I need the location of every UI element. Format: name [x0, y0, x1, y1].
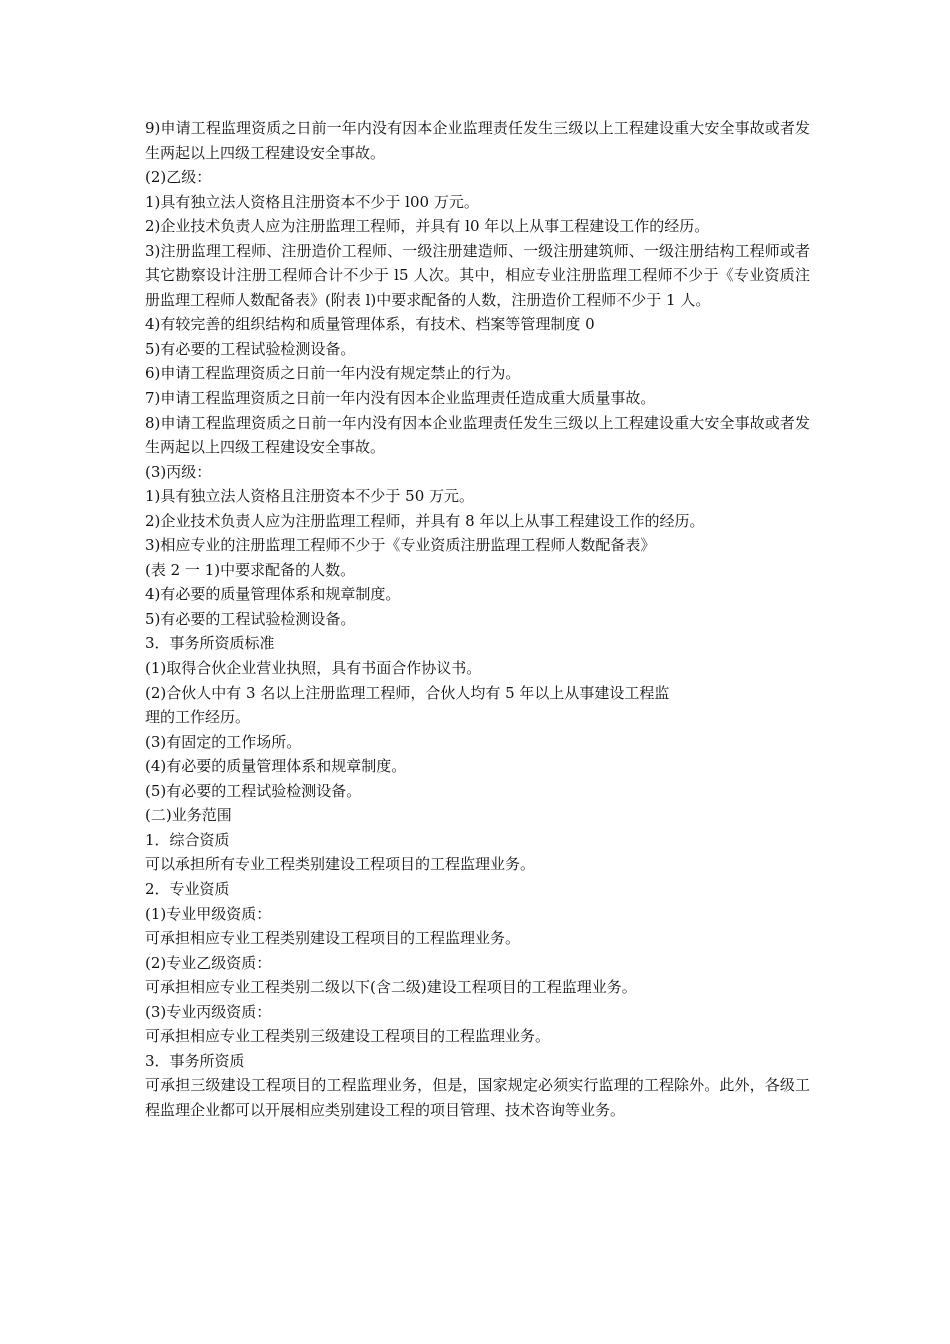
paragraph-grade-c-tech-lead: 2)企业技术负责人应为注册监理工程师，并具有 8 年以上从事工程建设工作的经历。 — [145, 511, 705, 530]
heading-comprehensive-qualification: 1．综合资质 — [145, 830, 230, 849]
paragraph-office-scope: 可承担三级建设工程项目的工程监理业务，但是，国家规定必须实行监理的工程除外。此外，各级工程监理企业都可以开展相应类别建设工程的项目管理、技术咨询等业务。 — [145, 1076, 810, 1119]
paragraph-office-partners-continued: 理的工作经历。 — [145, 708, 251, 727]
paragraph-comprehensive-scope: 可以承担所有专业工程类别建设工程项目的工程监理业务。 — [145, 855, 536, 874]
paragraph-grade-c-engineers: 3)相应专业的注册监理工程师不少于《专业资质注册监理工程师人数配备表》 — [145, 536, 656, 555]
paragraph-item-9-safety: 9)申请工程监理资质之日前一年内没有因本企业监理责任发生三级以上工程建设重大安全事故或者发生两起以上四级工程建设安全事故。 — [145, 119, 810, 162]
paragraph-grade-b-safety: 8)申请工程监理资质之日前一年内没有因本企业监理责任发生三级以上工程建设重大安全事故或者发生两起以上四级工程建设安全事故。 — [145, 413, 810, 457]
paragraph-grade-b-tech-lead: 2)企业技术负责人应为注册监理工程师，并具有 l0 年以上从事工程建设工作的经历。 — [145, 217, 710, 236]
paragraph-grade-b-prohibited: 6)申请工程监理资质之日前一年内没有规定禁止的行为。 — [145, 364, 521, 383]
heading-grade-b: (2)乙级： — [145, 168, 212, 187]
heading-office-qualification: 3．事务所资质 — [145, 1051, 245, 1070]
paragraph-grade-c-engineers-continued: (表 2 一 1)中要求配备的人数。 — [145, 560, 356, 579]
heading-grade-c: (3)丙级： — [145, 462, 212, 481]
heading-professional-grade-a: (1)专业甲级资质： — [145, 904, 272, 923]
paragraph-office-license: (1)取得合伙企业营业执照，具有书面合作协议书。 — [145, 659, 482, 678]
paragraph-office-management: (4)有必要的质量管理体系和规章制度。 — [145, 757, 407, 776]
paragraph-office-partners: (2)合伙人中有 3 名以上注册监理工程师，合伙人均有 5 年以上从事建设工程监 — [145, 683, 670, 702]
document-page — [145, 116, 810, 1122]
paragraph-grade-b-engineers: 3)注册监理工程师、注册造价工程师、一级注册建造师、一级注册建筑师、一级注册结构工程师或者其它勘察设计注册工程师合计不少于 l5 人次。其中，相应专业注册监理工程师不少于《专业资质注册监理工程师人数配备表》(附表 l)中要求配备的人数，注册造价工程师不少于 1 人。 — [145, 241, 810, 309]
paragraph-grade-b-organization: 4)有较完善的组织结构和质量管理体系，有技术、档案等管理制度 0 — [145, 315, 595, 334]
heading-professional-grade-c: (3)专业丙级资质： — [145, 1002, 272, 1021]
paragraph-office-workplace: (3)有固定的工作场所。 — [145, 732, 302, 751]
heading-professional-grade-b: (2)专业乙级资质： — [145, 953, 272, 972]
paragraph-professional-grade-c-scope: 可承担相应专业工程类别三级建设工程项目的工程监理业务。 — [145, 1027, 551, 1046]
paragraph-grade-c-equipment: 5)有必要的工程试验检测设备。 — [145, 609, 356, 628]
heading-professional-qualification: 2．专业资质 — [145, 879, 230, 898]
paragraph-professional-grade-b-scope: 可承担相应专业工程类别二级以下(含二级)建设工程项目的工程监理业务。 — [145, 978, 637, 997]
paragraph-grade-b-capital: 1)具有独立法人资格且注册资本不少于 l00 万元。 — [145, 192, 479, 211]
paragraph-office-equipment: (5)有必要的工程试验检测设备。 — [145, 781, 362, 800]
heading-business-scope: (二)业务范围 — [145, 806, 232, 825]
paragraph-grade-b-equipment: 5)有必要的工程试验检测设备。 — [145, 339, 356, 358]
paragraph-grade-b-quality-accident: 7)申请工程监理资质之日前一年内没有因本企业监理责任造成重大质量事故。 — [145, 389, 656, 408]
paragraph-professional-grade-a-scope: 可承担相应专业工程类别建设工程项目的工程监理业务。 — [145, 929, 521, 948]
paragraph-grade-c-management: 4)有必要的质量管理体系和规章制度。 — [145, 585, 401, 604]
heading-office-standards: 3．事务所资质标准 — [145, 634, 275, 653]
paragraph-grade-c-capital: 1)具有独立法人资格且注册资本不少于 50 万元。 — [145, 487, 475, 506]
